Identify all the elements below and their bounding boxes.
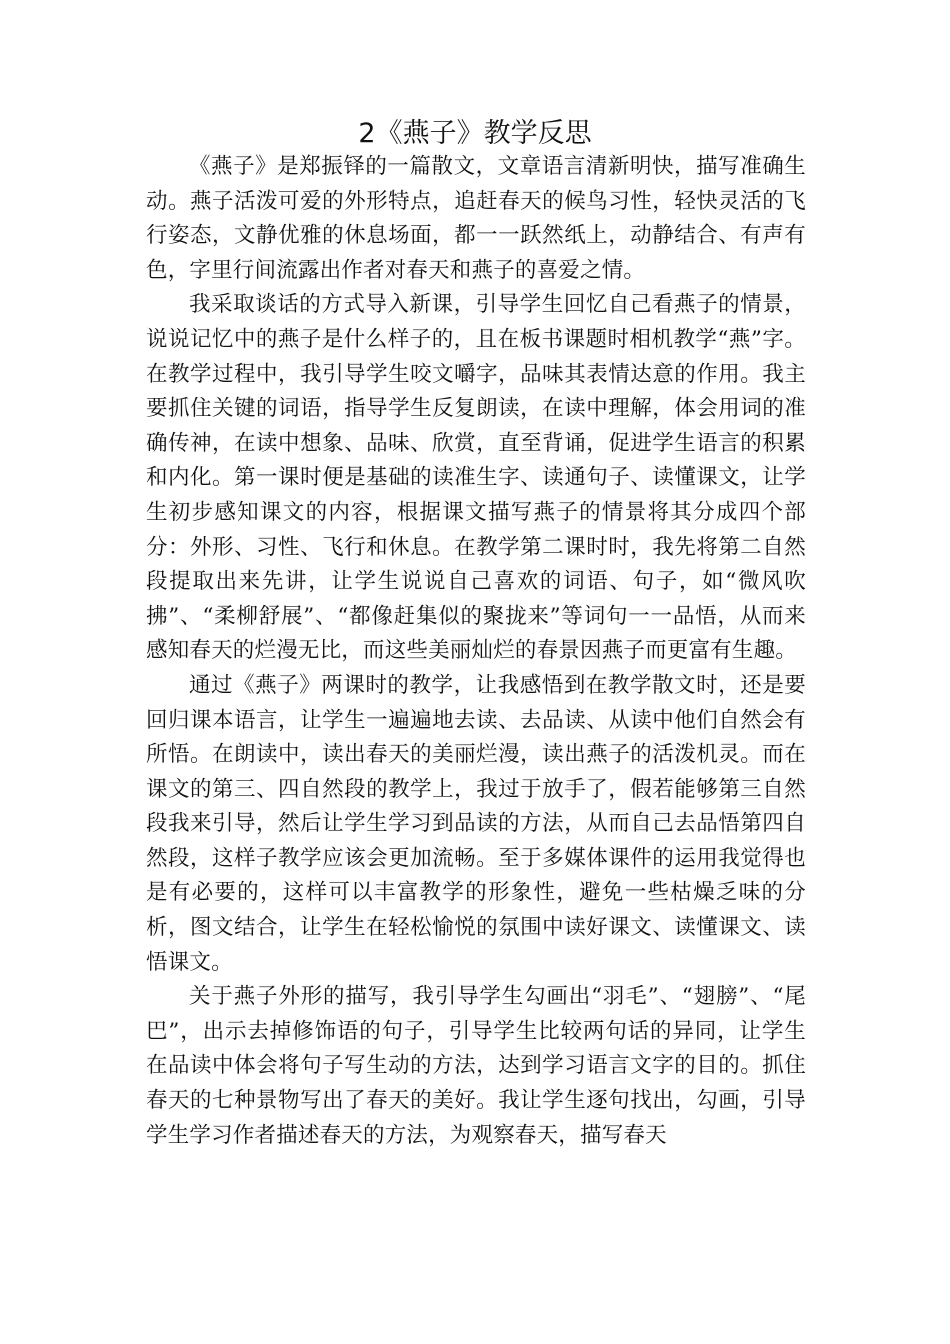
paragraph-reflection: 通过《燕子》两课时的教学，让我感悟到在教学散文时，还是要回归课本语言，让学生一遍遍地去读、去品读、从读中他们自然会有所悟。在朗读中，读出春天的美丽烂漫，读出燕子的活泼机灵。而在课文的第三、四自然段的教学上，我过于放手了，假若能够第三自然段我来引导，然后让学生学习到品读的方法，从而自己去品悟第四自然段，这样子教学应该会更加流畅。至于多媒体课件的运用我觉得也是有必要的，这样可以丰富教学的形象性，避免一些枯燥乏味的分析，图文结合，让学生在轻松愉悦的氛围中读好课文、读懂课文、读悟课文。 xyxy=(146,672,806,975)
document-title: 2《燕子》教学反思 xyxy=(358,118,592,149)
document-body xyxy=(146,150,806,1153)
paragraph-teaching-process: 我采取谈话的方式导入新课，引导学生回忆自己看燕子的情景，说说记忆中的燕子是什么样子的，且在板书课题时相机教学“燕”字。在教学过程中，我引导学生咬文嚼字，品味其表情达意的作用。我主要抓住关键的词语，指导学生反复朗读，在读中理解，体会用词的准确传神，在读中想象、品味、欣赏，直至背诵，促进学生语言的积累和内化。第一课时便是基础的读准生字、读通句子、读懂课文，让学生初步感知课文的内容，根据课文描写燕子的情景将其分成四个部分：外形、习性、飞行和休息。在教学第二课时时，我先将第二自然段提取出来先讲，让学生说说自己喜欢的词语、句子，如“微风吹拂”、“柔柳舒展”、“都像赶集似的聚拢来”等词句一一品悟，从而来感知春天的烂漫无比，而这些美丽灿烂的春景因燕子而更富有生趣。 xyxy=(146,292,806,664)
paragraph-appearance-description: 关于燕子外形的描写，我引导学生勾画出“羽毛”、“翅膀”、“尾巴”，出示去掉修饰语的句子，引导学生比较两句话的异同，让学生在品读中体会将句子写生动的方法，达到学习语言文字的目的。抓住春天的七种景物写出了春天的美好。我让学生逐句找出，勾画，引导学生学习作者描述春天的方法，为观察春天，描写春天 xyxy=(146,984,806,1148)
paragraph-intro: 《燕子》是郑振铎的一篇散文，文章语言清新明快，描写准确生动。燕子活泼可爱的外形特点，追赶春天的候鸟习性，轻快灵活的飞行姿态，文静优雅的休息场面，都一一跃然纸上，动静结合、有声有色，字里行间流露出作者对春天和燕子的喜爱之情。 xyxy=(146,154,806,283)
